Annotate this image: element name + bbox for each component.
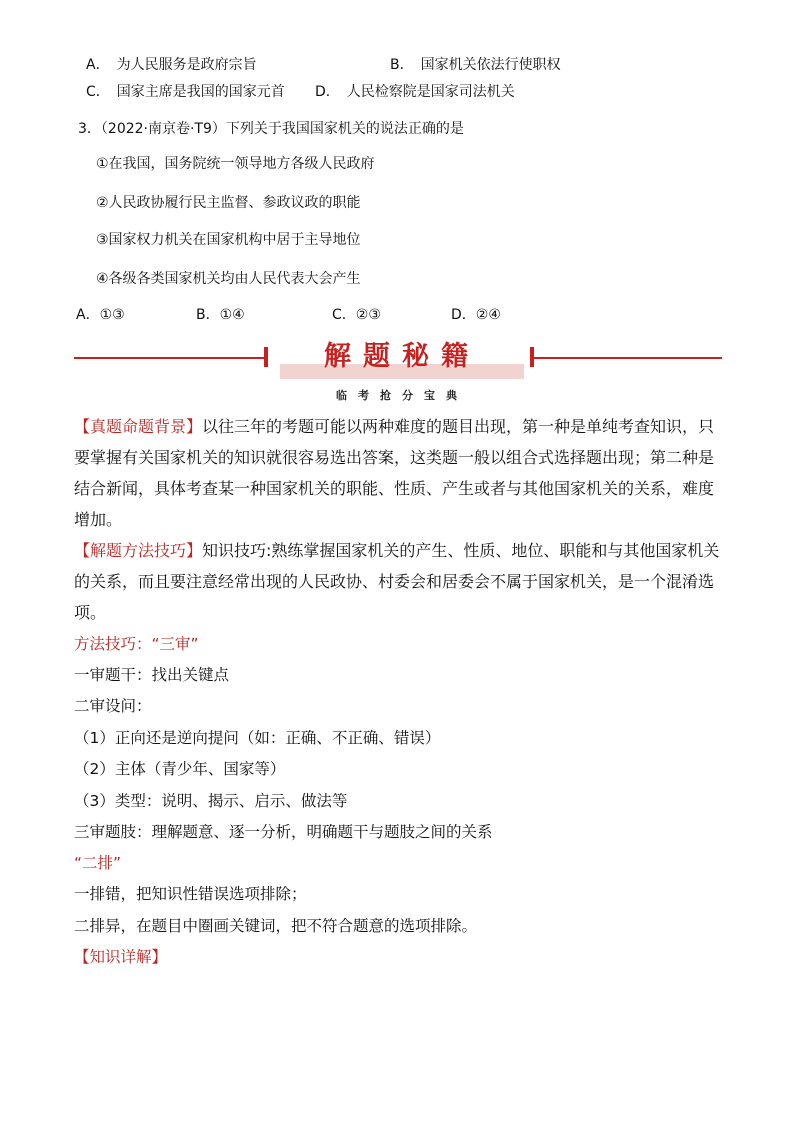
three-review-line-5: （3）类型：说明、揭示、启示、做法等	[74, 792, 348, 810]
q3-statement-4: ④各级各类国家机关均由人民代表大会产生	[96, 271, 361, 287]
banner-rule-left	[74, 357, 264, 359]
three-review-line-4: （2）主体（青少年、国家等）	[74, 760, 286, 778]
method-label: 【解题方法技巧】	[74, 541, 203, 560]
q3-statement-2: ②人民政协履行民主监督、参政议政的职能	[96, 195, 361, 211]
background-text: 以往三年的考题可能以两种难度的题目出现，第一种是单纯考查知识，只要掌握有关国家机关的知识就很容易选出答案，这类题一般以组合式选择题出现；第二种是结合新闻，具体考查某一种国家机关的职能、性质、产生或者与其他国家机关的关系，难度增加。	[74, 417, 715, 529]
q3-option-d: D．②④	[451, 307, 501, 323]
knowledge-label: 【知识详解】	[74, 948, 168, 966]
banner-title-box	[280, 337, 524, 379]
two-exclude-line-1: 一排错，把知识性错误选项排除；	[74, 885, 307, 903]
q3-stem: 3．（2022·南京卷·T9）下列关于我国国家机关的说法正确的是	[78, 121, 464, 137]
method-text: 知识技巧:熟练掌握国家机关的产生、性质、地位、职能和与其他国家机关的关系，而且要注意经常出现的人民政协、村委会和居委会不属于国家机关，是一个混淆选项。	[74, 541, 720, 622]
three-review-heading: 方法技巧：“三审”	[74, 635, 199, 653]
q2-option-a: A． 为人民服务是政府宗旨	[86, 57, 257, 73]
three-review-line-2: 二审设问：	[74, 697, 152, 715]
banner-bar-left	[264, 347, 268, 367]
q2-option-d: D． 人民检察院是国家司法机关	[315, 84, 515, 100]
method-paragraph	[74, 535, 724, 628]
two-exclude-heading: “二排”	[74, 854, 122, 872]
banner-subtitle: 临考抢分宝典	[336, 389, 468, 402]
three-review-line-1: 一审题干：找出关键点	[74, 666, 230, 684]
q2-option-b: B． 国家机关依法行使职权	[390, 57, 561, 73]
three-review-line-3: （1）正向还是逆向提问（如：正确、不正确、错误）	[74, 729, 441, 747]
q3-statement-3: ③国家权力机关在国家机构中居于主导地位	[96, 232, 361, 248]
q3-option-b: B．①④	[196, 307, 245, 323]
background-paragraph	[74, 411, 724, 535]
three-review-line-6: 三审题肢：理解题意、逐一分析，明确题干与题肢之间的关系	[74, 823, 493, 841]
q3-option-a: A．①③	[76, 307, 125, 323]
two-exclude-line-2: 二排异，在题目中圈画关键词，把不符合题意的选项排除。	[74, 917, 478, 935]
banner-rule-right	[534, 357, 722, 359]
banner-title: 解题秘籍	[324, 341, 480, 372]
q3-statement-1: ①在我国，国务院统一领导地方各级人民政府	[96, 156, 375, 172]
background-label: 【真题命题背景】	[74, 417, 203, 436]
q2-option-c: C． 国家主席是我国的国家元首	[86, 84, 285, 100]
q3-option-c: C．②③	[332, 307, 381, 323]
